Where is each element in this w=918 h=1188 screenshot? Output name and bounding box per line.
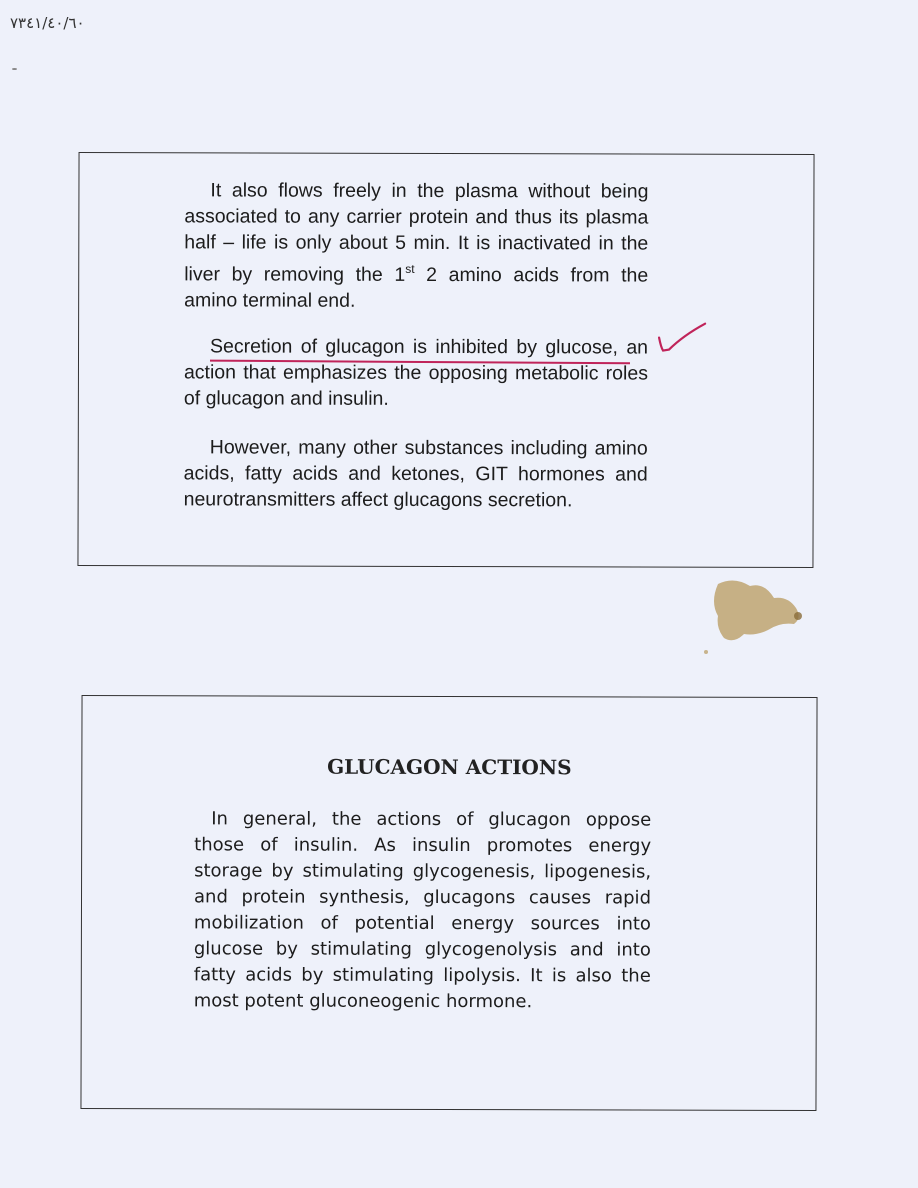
paragraph-actions: In general, the actions of glucagon oppose those of insulin. As insulin promotes energy storage by stimulating glycogenesis, lipogenesis, and protein synthesis, glucagons causes rapid mobilization of potential energy sources into glucose by stimulating glycogenolysis and into fatty acids by stimulating lipolysis. It is also the most potent gluconeogenic hormone. xyxy=(193,808,652,1013)
paragraph-half-life: It also flows freely in the plasma without being associated to any carrier protein and thus its plasma half – life is only about 5 min. It is inactivated in the liver by removing the 1st 2 amino acids from the amino terminal end. xyxy=(184,179,649,312)
paragraph-secretion: Secretion of glucagon is inhibited by glucose, an action that emphasizes the opposing metabolic roles of glucagon and insulin. xyxy=(183,335,649,410)
paragraph-other-substances: However, many other substances including amino acids, fatty acids and ketones, GIT hormones and neurotransmitters affect glucagons secretion. xyxy=(183,436,648,512)
scan-speck xyxy=(12,68,17,70)
checkmark-icon xyxy=(653,320,713,360)
section-title: GLUCAGON ACTIONS xyxy=(327,754,572,780)
text-box-glucagon-actions xyxy=(80,695,817,1111)
text-box-upper xyxy=(77,152,814,568)
coffee-stain xyxy=(700,572,810,662)
header-date: ٠٦/٠٤/١٤٣٧ xyxy=(10,14,85,32)
